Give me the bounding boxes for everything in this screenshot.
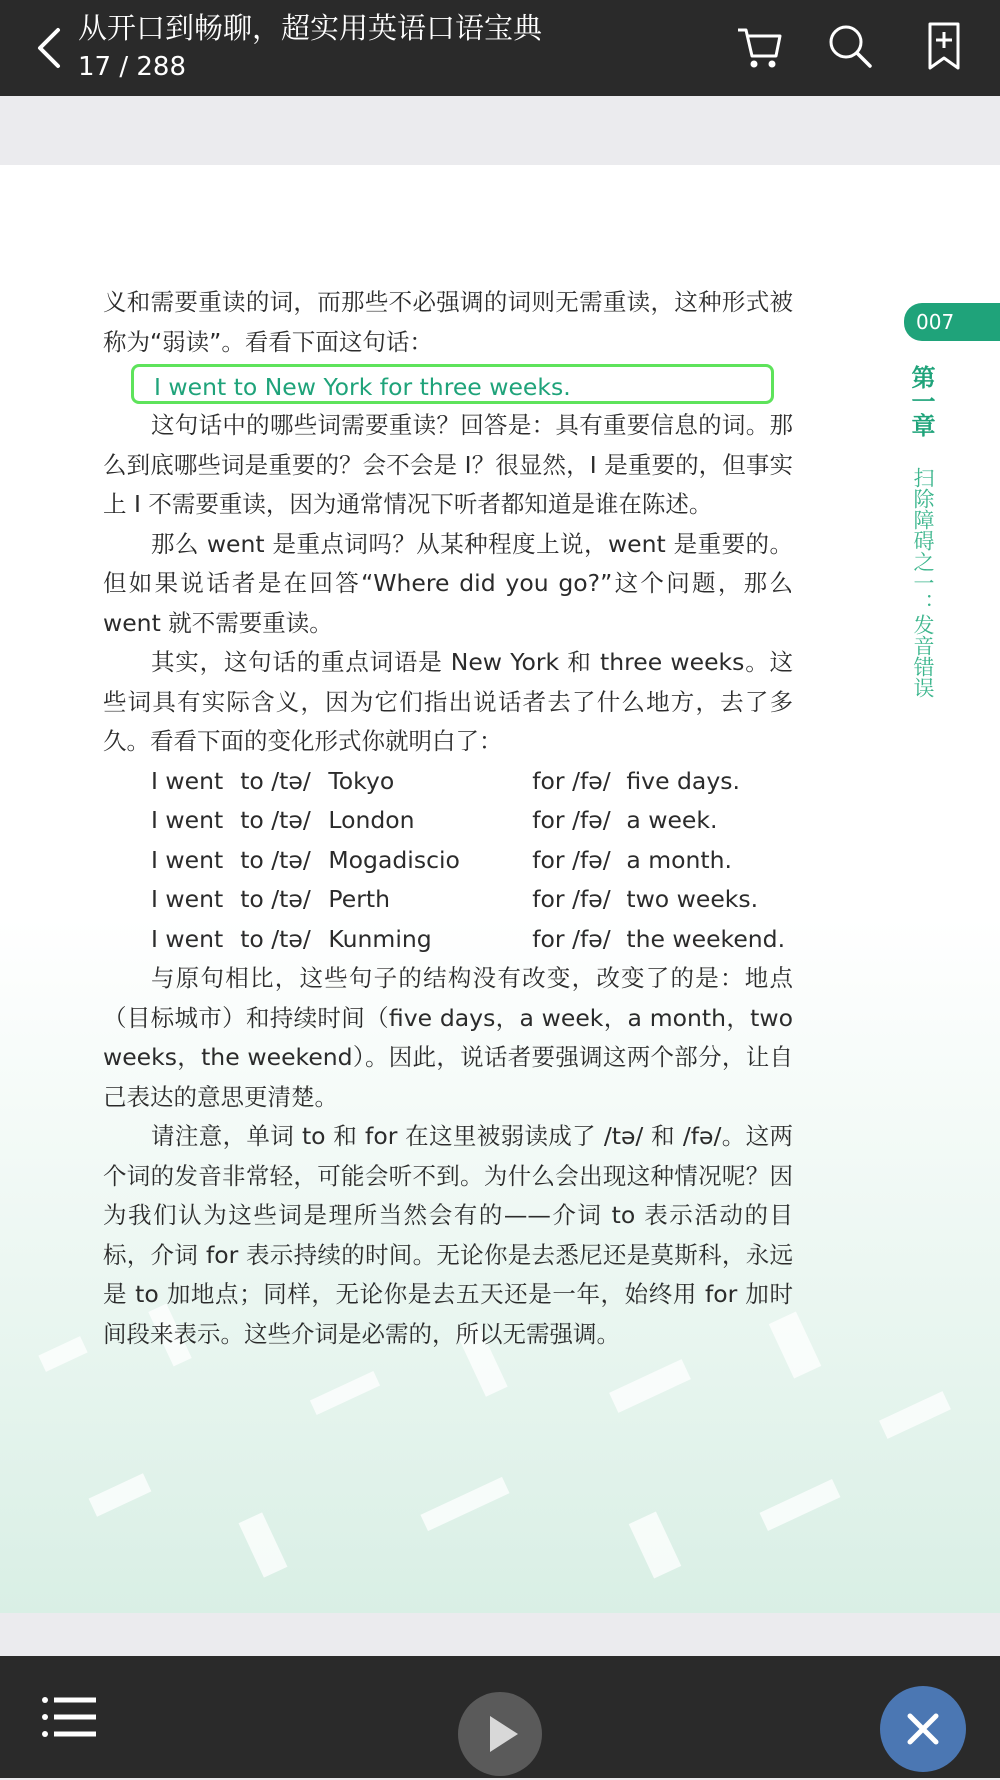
example-for: for /fə/: [532, 885, 611, 913]
paragraph: 与原句相比，这些句子的结构没有改变，改变了的是：地点（目标城市）和持续时间（five days，a week，a month，two weeks，the weekend）。因此，说话者要强调这两个部分，让自己表达的意思更清楚。: [103, 964, 793, 1111]
example-duration: a week.: [626, 806, 718, 834]
example-for: for /fə/: [532, 766, 611, 795]
paragraph: 那么 went 是重点词吗？从某种程度上说，went 是重要的。但如果说话者是在回答“Where did you go?”这个问题，那么 went 就不需要重读。: [103, 529, 793, 637]
example-to: to /tə/: [240, 806, 311, 834]
example-table: [103, 762, 793, 960]
search-icon: [822, 18, 878, 74]
example-subject: I went: [151, 845, 224, 874]
example-row: [103, 880, 793, 920]
page-indicator: 17 / 288: [78, 52, 186, 82]
chapter-label: 第一章: [907, 365, 935, 437]
table-of-contents-button[interactable]: [40, 1694, 100, 1740]
example-subject: I went: [151, 766, 224, 795]
example-place: Perth: [328, 885, 390, 913]
cart-button[interactable]: [732, 18, 788, 74]
example-row: [103, 841, 793, 881]
example-place: Mogadiscio: [328, 845, 460, 874]
play-button[interactable]: [458, 1692, 542, 1776]
page-content: [103, 283, 793, 1354]
example-for: for /fə/: [532, 924, 611, 953]
back-button[interactable]: [30, 22, 74, 74]
example-duration: a month.: [626, 845, 732, 874]
paragraph: 其实，这句话的重点词语是 New York 和 three weeks。这些词具有实际含义，因为它们指出说话者去了什么地方，去了多久。看看下面的变化形式你就明白了：: [103, 648, 793, 755]
example-place: Kunming: [328, 924, 432, 953]
example-to: to /tə/: [240, 924, 311, 953]
search-button[interactable]: [822, 18, 878, 74]
example-to: to /tə/: [240, 845, 311, 874]
example-for: for /fə/: [532, 806, 611, 834]
example-row: [103, 801, 793, 841]
list-icon: [40, 1694, 100, 1740]
chevron-left-icon: [30, 22, 74, 74]
book-page: [0, 165, 1000, 1613]
example-to: to /tə/: [240, 885, 311, 913]
play-icon: [458, 1692, 542, 1776]
example-for: for /fə/: [532, 845, 611, 874]
bottom-bar: [0, 1656, 1000, 1778]
example-to: to /tə/: [240, 766, 311, 795]
example-row: [103, 920, 793, 960]
paragraph: 这句话中的哪些词需要重读？回答是：具有重要信息的词。那么到底哪些词是重要的？会不会是 I？很显然，I 是重要的，但事实上 I 不需要重读，因为通常情况下听者都知道是谁在陈述。: [103, 411, 793, 518]
bookmark-button[interactable]: [916, 18, 972, 74]
example-row: [103, 762, 793, 802]
book-title: 从开口到畅聊，超实用英语口语宝典: [78, 11, 543, 45]
example-duration: five days.: [626, 766, 740, 795]
highlighted-sentence[interactable]: I went to New York for three weeks.: [131, 364, 774, 404]
example-duration: the weekend.: [626, 924, 786, 953]
chapter-subtitle: 扫除障碍之一：发音错误: [911, 467, 935, 698]
close-button[interactable]: [880, 1686, 966, 1772]
close-icon: [880, 1686, 966, 1772]
bookmark-add-icon: [916, 18, 972, 74]
example-place: London: [328, 806, 415, 834]
example-subject: I went: [151, 924, 224, 953]
example-place: Tokyo: [328, 766, 395, 795]
top-bar: [0, 0, 1000, 96]
paragraph: 请注意，单词 to 和 for 在这里被弱读成了 /tə/ 和 /fə/。这两个词的发音非常轻，可能会听不到。为什么会出现这种情况呢？因为我们认为这些词是理所当然会有的——介词 to 表示活动的目标，介词 for 表示持续的时间。无论你是去悉尼还是莫斯科，永远是 to 加地点；同样，无论你是去五天还是一年，始终用 for 加时间段来表示。这些介词是必需的，所以无需强调。: [103, 1122, 793, 1348]
cart-icon: [732, 18, 788, 74]
chapter-number-tab: 007: [904, 303, 1000, 341]
example-subject: I went: [151, 885, 224, 913]
example-subject: I went: [151, 806, 224, 834]
paragraph: 义和需要重读的词，而那些不必强调的词则无需重读，这种形式被称为“弱读”。看看下面这句话：: [103, 288, 793, 356]
example-duration: two weeks.: [626, 885, 759, 913]
